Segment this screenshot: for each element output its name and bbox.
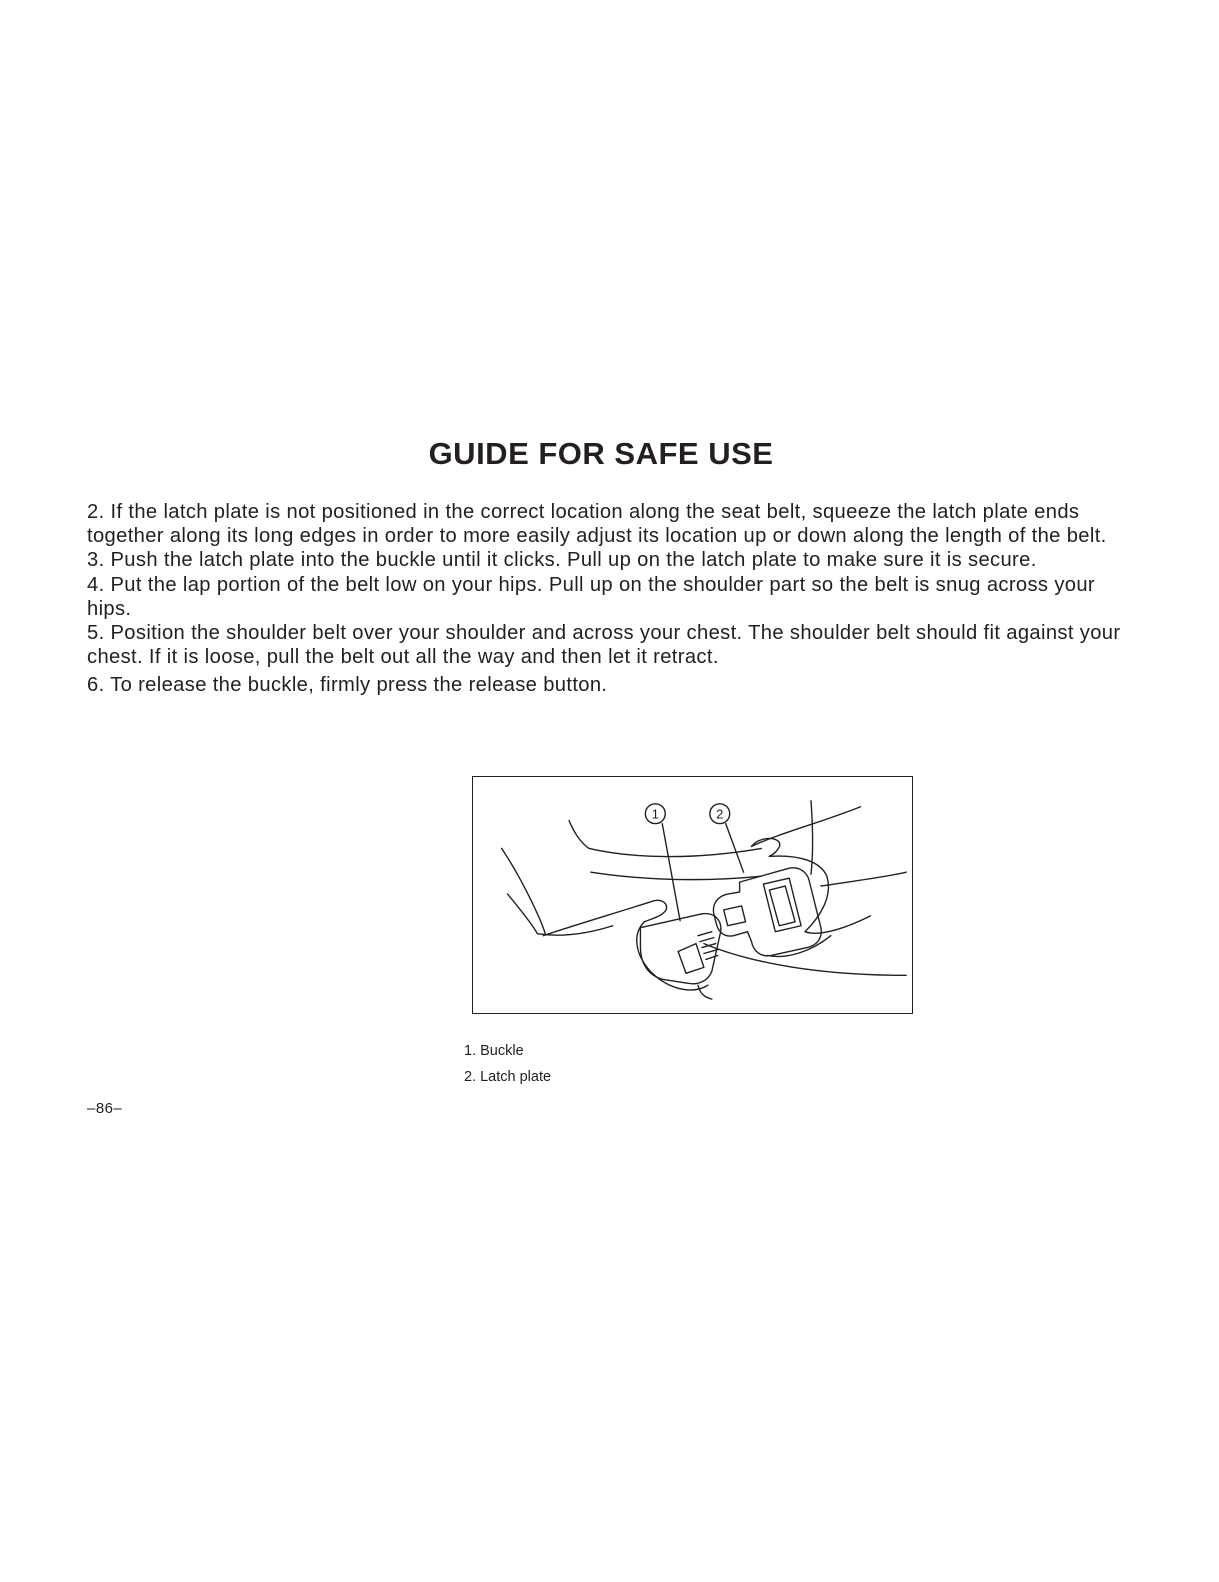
instruction-step-4: 4. Put the lap portion of the belt low on your hips. Pull up on the shoulder part so the belt is snug across your hips.	[87, 573, 1096, 620]
instruction-step-3: 3. Push the latch plate into the buckle until it clicks. Pull up on the latch plate to make sure it is secure.	[87, 549, 1037, 572]
left-hand-icon	[543, 900, 708, 990]
figure-captions	[464, 1038, 551, 1090]
instructions-body	[87, 500, 1132, 698]
instruction-step-2: 2. If the latch plate is not positioned in the correct location along the seat belt, squeeze the latch plate ends together along its long edges in order to more easily adjust its location up or down along the length of the belt.	[87, 501, 1107, 548]
latch-plate-icon	[713, 868, 821, 956]
caption-buckle: 1. Buckle	[464, 1043, 524, 1059]
instruction-step-5: 5. Position the shoulder belt over your shoulder and across your chest. The shoulder belt should fit against your chest. If it is loose, pull the belt out all the way and then let it retract.	[87, 622, 1121, 669]
callout-1-label: 1	[651, 806, 659, 822]
page-number: –86–	[87, 1100, 123, 1117]
seat-belt-illustration	[472, 776, 913, 1014]
callout-1	[645, 804, 680, 921]
instruction-step-6: 6. To release the buckle, firmly press the release button.	[87, 674, 608, 697]
seat-outline	[502, 801, 907, 976]
callout-2-label: 2	[716, 806, 724, 822]
buckle-icon	[640, 914, 720, 1000]
callout-2	[710, 804, 744, 872]
page-title: GUIDE FOR SAFE USE	[428, 436, 774, 471]
caption-latch-plate: 2. Latch plate	[464, 1069, 552, 1085]
